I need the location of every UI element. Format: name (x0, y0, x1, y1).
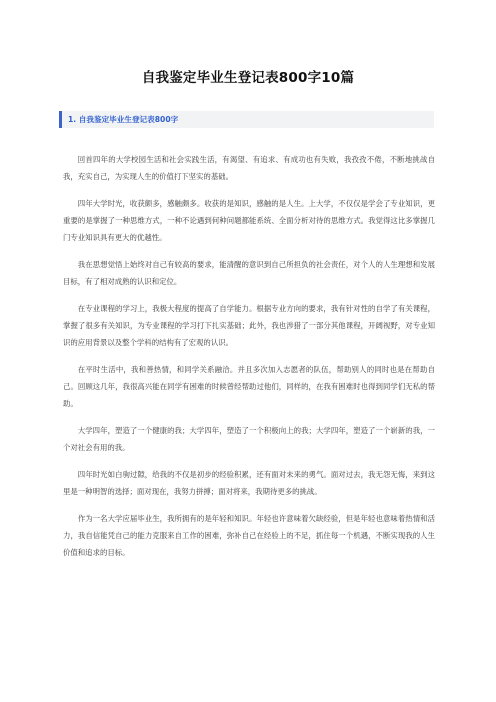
paragraph: 作为一名大学应届毕业生，我所拥有的是年轻和知识。年轻也许意味着欠缺经验，但是年轻也意味着热情和活力，我自信能凭自己的能力克服来自工作的困难，弥补自己在经验上的不足，抓住每一个机遇，不断实现我的人生价值和追求的目标。 (63, 514, 435, 557)
document-body (63, 151, 435, 571)
paragraph: 四年时光如白驹过隙，给我的不仅是初步的经验积累，还有面对未来的勇气。面对过去，我无怨无悔，来到这里是一种明智的选择；面对现在，我努力拼搏；面对将来，我期待更多的挑战。 (63, 470, 435, 496)
section-header (59, 111, 434, 128)
section-heading: 1. 自我鉴定毕业生登记表800字 (68, 115, 179, 124)
paragraph: 在平时生活中，我和善热情，和同学关系融洽。并且多次加入志愿者的队伍，帮助别人的同时也是在帮助自己。回顾这几年，我很高兴能在同学有困难的时候曾经帮助过他们，同样的，在我有困难时也得到同学们无私的帮助。 (63, 365, 435, 408)
paragraph: 我在思想觉悟上始终对自己有较高的要求，能清醒的意识到自己所担负的社会责任，对个人的人生理想和发展目标，有了相对成熟的认识和定位。 (63, 260, 435, 286)
paragraph: 回首四年的大学校园生活和社会实践生活，有渴望、有追求、有成功也有失败，我孜孜不倦，不断地挑战自我，充实自己，为实现人生的价值打下坚实的基础。 (63, 155, 435, 181)
paragraph: 大学四年，塑造了一个健康的我；大学四年，塑造了一个积极向上的我；大学四年，塑造了一个崭新的我，一个对社会有用的我。 (63, 426, 435, 452)
document-title: 自我鉴定毕业生登记表800字10篇 (141, 70, 355, 86)
paragraph: 四年大学时光，收获颇多，感触颇多。收获的是知识，感触的是人生。上大学，不仅仅是学会了专业知识，更重要的是掌握了一种思维方式，一种不论遇到何种问题都能系统、全面分析对待的思维方式。我觉得这比多掌握几门专业知识具有更大的优越性。 (63, 199, 435, 242)
paragraph: 在专业课程的学习上，我极大程度的提高了自学能力。根据专业方向的要求，我有针对性的自学了有关课程，掌握了很多有关知识，为专业课程的学习打下扎实基础；此外，我也涉猎了一部分其他课程，开阔视野，对专业知识的应用背景以及整个学科的结构有了宏观的认识。 (63, 304, 435, 347)
